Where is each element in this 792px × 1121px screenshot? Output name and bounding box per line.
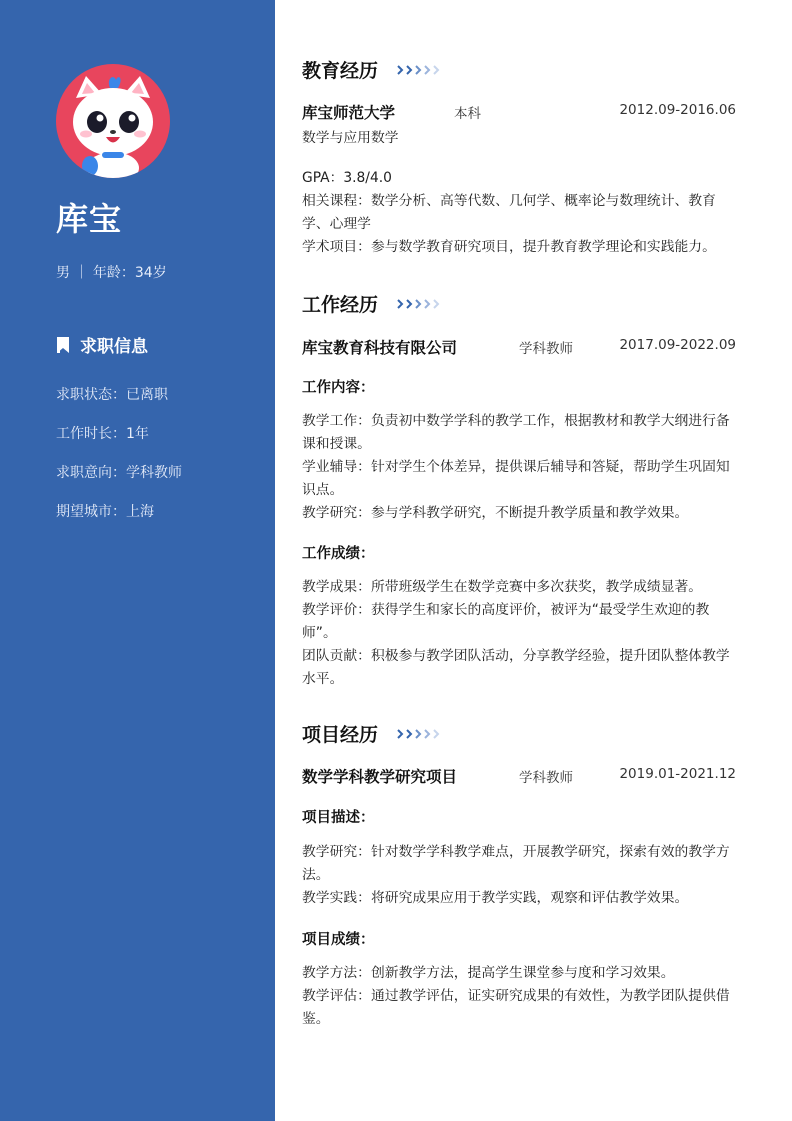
education-date: 2012.09-2016.06 xyxy=(619,102,736,118)
project-row xyxy=(302,765,736,787)
avatar xyxy=(56,64,170,178)
work-heading xyxy=(302,290,442,317)
courses: 相关课程：数学分析、高等代数、几何学、概率论与数理统计、教育学、心理学 xyxy=(302,193,716,232)
work-result-item: 教学成果：所带班级学生在数学竞赛中多次获奖，教学成绩显著。 xyxy=(302,579,703,595)
major: 数学与应用数学 xyxy=(302,130,399,146)
education-heading xyxy=(302,56,442,83)
work-role: 学科教师 xyxy=(519,341,573,357)
work-result-item: 团队贡献：积极参与教学团队活动，分享教学经验，提升团队整体教学水平。 xyxy=(302,648,730,687)
chevrons-icon xyxy=(396,64,442,76)
company-name: 库宝教育科技有限公司 xyxy=(302,339,458,357)
work-duration: 工作时长：1年 xyxy=(56,426,149,442)
project-role: 学科教师 xyxy=(519,770,573,786)
work-date: 2017.09-2022.09 xyxy=(619,337,736,353)
person-name: 库宝 xyxy=(56,200,123,238)
work-result-item: 教学评价：获得学生和家长的高度评价，被评为“最受学生欢迎的教师”。 xyxy=(302,602,710,641)
project-date: 2019.01-2021.12 xyxy=(619,766,736,782)
sidebar xyxy=(0,0,275,1121)
work-row xyxy=(302,336,736,358)
gpa: GPA：3.8/4.0 xyxy=(302,170,392,186)
project-heading xyxy=(302,720,442,747)
work-result-title: 工作成绩： xyxy=(302,546,375,562)
project-results xyxy=(302,962,738,1031)
job-intention: 求职意向：学科教师 xyxy=(56,465,182,481)
work-title: 工作经历 xyxy=(302,294,379,316)
chevrons-icon xyxy=(396,728,442,740)
expected-city: 期望城市：上海 xyxy=(56,504,154,520)
work-content-item: 教学工作：负责初中数学学科的教学工作，根据教材和教学大纲进行备课和授课。 xyxy=(302,413,730,452)
work-content-item: 学业辅导：针对学生个体差异，提供课后辅导和答疑，帮助学生巩固知识点。 xyxy=(302,459,730,498)
cat-mascot-icon xyxy=(56,64,170,178)
project-desc-item: 教学研究：针对数学学科教学难点，开展教学研究，探索有效的教学方法。 xyxy=(302,844,730,883)
project-desc xyxy=(302,841,738,910)
job-info-title: 求职信息 xyxy=(80,337,148,357)
academic-project: 学术项目：参与数学教育研究项目，提升教育教学理论和实践能力。 xyxy=(302,239,716,255)
chevrons-icon xyxy=(396,298,442,310)
project-result-item: 教学方法：创新教学方法，提高学生课堂参与度和学习效果。 xyxy=(302,965,675,981)
work-content-item: 教学研究：参与学科教学研究，不断提升教学质量和教学效果。 xyxy=(302,505,689,521)
work-content-title: 工作内容： xyxy=(302,380,375,396)
job-status: 求职状态：已离职 xyxy=(56,387,168,403)
project-result-title: 项目成绩： xyxy=(302,932,375,948)
project-result-item: 教学评估：通过教学评估，证实研究成果的有效性，为教学团队提供借鉴。 xyxy=(302,988,730,1027)
education-details xyxy=(302,167,738,259)
work-content xyxy=(302,410,738,525)
education-title: 教育经历 xyxy=(302,60,379,82)
job-info-list xyxy=(56,384,182,540)
project-title: 项目经历 xyxy=(302,724,379,746)
school-name: 库宝师范大学 xyxy=(302,104,396,122)
project-desc-item: 教学实践：将研究成果应用于教学实践，观察和评估教学效果。 xyxy=(302,890,689,906)
degree: 本科 xyxy=(454,106,481,122)
basic-info: 男 ｜ 年龄：34岁 xyxy=(56,265,167,281)
work-results xyxy=(302,576,738,691)
project-name: 数学学科教学研究项目 xyxy=(302,768,458,786)
education-row xyxy=(302,101,736,123)
project-desc-title: 项目描述： xyxy=(302,810,375,826)
job-info-heading xyxy=(56,332,148,357)
bookmark-icon xyxy=(56,337,70,353)
